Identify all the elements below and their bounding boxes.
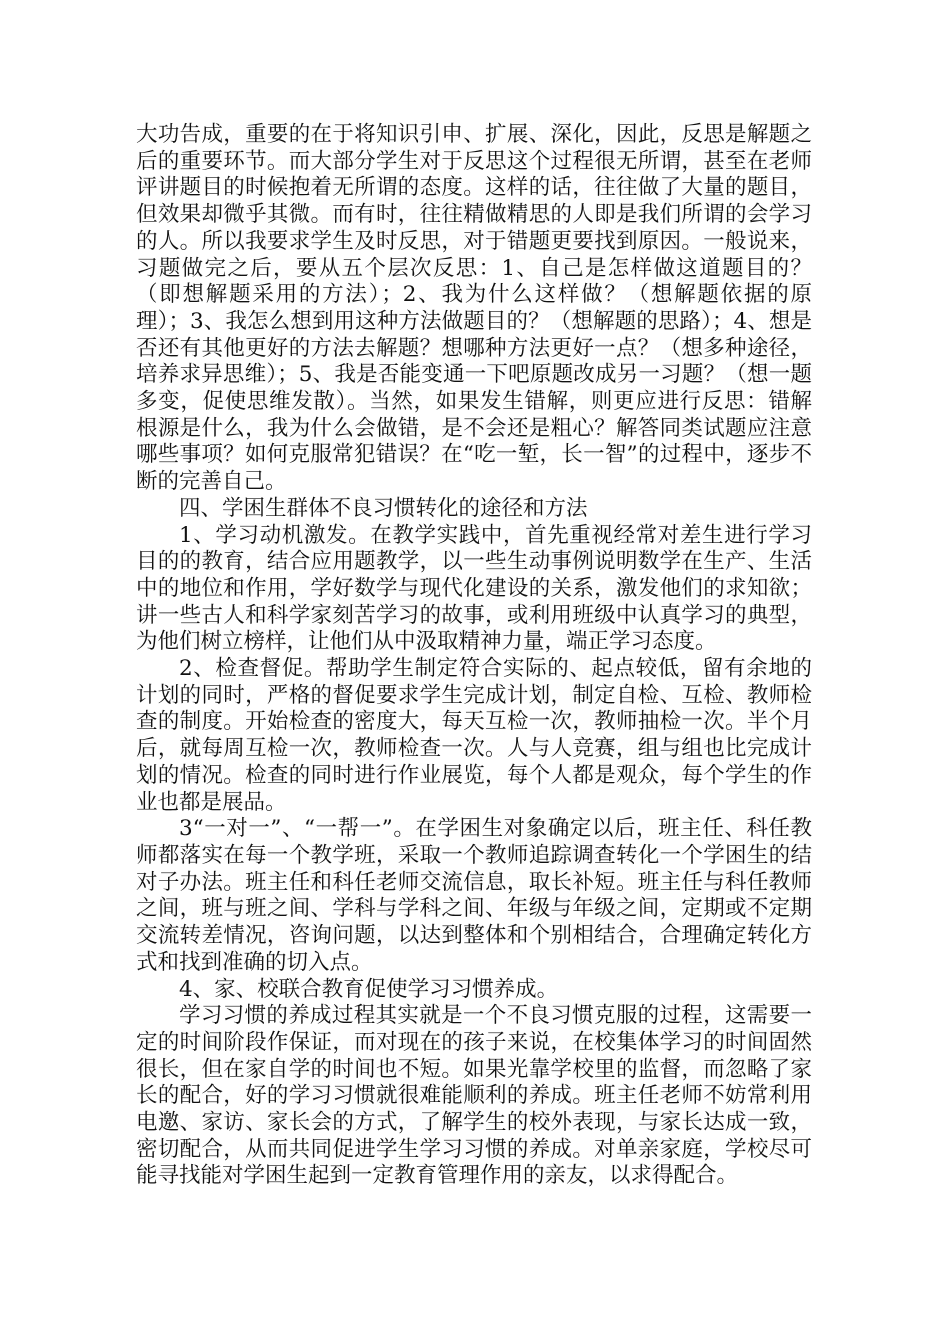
paragraph-home-school-heading: 4、家、校联合教育促使学习习惯养成。 (179, 976, 559, 1002)
paragraph-motivation: 1、学习动机激发。在教学实践中，首先重视经常对差生进行学习目的的教育，结合应用题教学，以一些生动事例说明数学在生产、生活中的地位和作用，学好数学与现代化建设的关系，激发他们的求知欲；讲一些古人和科学家刻苦学习的故事，或利用班级中认真学习的典型，为他们树立榜样，让他们从中汲取精神力量，端正学习态度。 (136, 522, 812, 655)
paragraph-reflection: 大功告成，重要的在于将知识引申、扩展、深化，因此，反思是解题之后的重要环节。而大部分学生对于反思这个过程很无所谓，甚至在老师评讲题目的时候抱着无所谓的态度。这样的话，往往做了大量的题目，但效果却微乎其微。而有时，往往精做精思的人即是我们所谓的会学习的人。所以我要求学生及时反思，对于错题更要找到原因。一般说来，习题做完之后，要从五个层次反思：1、自己是怎样做这道题目的？（即想解题采用的方法）；2、我为什么这样做？（想解题依据的原理）；3、我怎么想到用这种方法做题目的？（想解题的思路）；4、想是否还有其他更好的方法去解题？想哪种方法更好一点？（想多种途径，培养求异思维）；5、我是否能变通一下吧原题改成另一习题？（想一题多变，促使思维发散）。当然，如果发生错解，则更应进行反思：错解根源是什么，我为什么会做错，是不会还是粗心？解答同类试题应注意哪些事项？如何克服常犯错误？在“吃一堑，长一智”的过程中，逐步不断的完善自己。 (136, 122, 812, 495)
paragraph-one-on-one: 3“一对一”、“一帮一”。在学困生对象确定以后，班主任、科任教师都落实在每一个教学班，采取一个教师追踪调查转化一个学困生的结对子办法。班主任和科任老师交流信息，取长补短。班主任与科任教师之间，班与班之间、学科与学科之间、年级与年级之间，定期或不定期交流转差情况，咨询问题，以达到整体和个别相结合，合理确定转化方式和找到准确的切入点。 (136, 816, 812, 975)
paragraph-supervision: 2、检查督促。帮助学生制定符合实际的、起点较低，留有余地的计划的同时，严格的督促要求学生完成计划，制定自检、互检、教师检查的制度。开始检查的密度大，每天互检一次，教师抽检一次。半个月后，就每周互检一次，教师检查一次。人与人竞赛，组与组也比完成计划的情况。检查的同时进行作业展览，每个人都是观众，每个学生的作业也都是展品。 (136, 656, 812, 815)
document-body (136, 122, 812, 1190)
paragraph-habit-formation: 学习习惯的养成过程其实就是一个不良习惯克服的过程，这需要一定的时间阶段作保证，而对现在的孩子来说，在校集体学习的时间固然很长，但在家自学的时间也不短。如果光靠学校里的监督，而忽略了家长的配合，好的学习习惯就很难能顺利的养成。班主任老师不妨常利用电邀、家访、家长会的方式，了解学生的校外表现，与家长达成一致，密切配合，从而共同促进学生学习习惯的养成。对单亲家庭，学校尽可能寻找能对学困生起到一定教育管理作用的亲友，以求得配合。 (136, 1003, 812, 1189)
section-heading-4: 四、学困生群体不良习惯转化的途径和方法 (179, 495, 588, 521)
